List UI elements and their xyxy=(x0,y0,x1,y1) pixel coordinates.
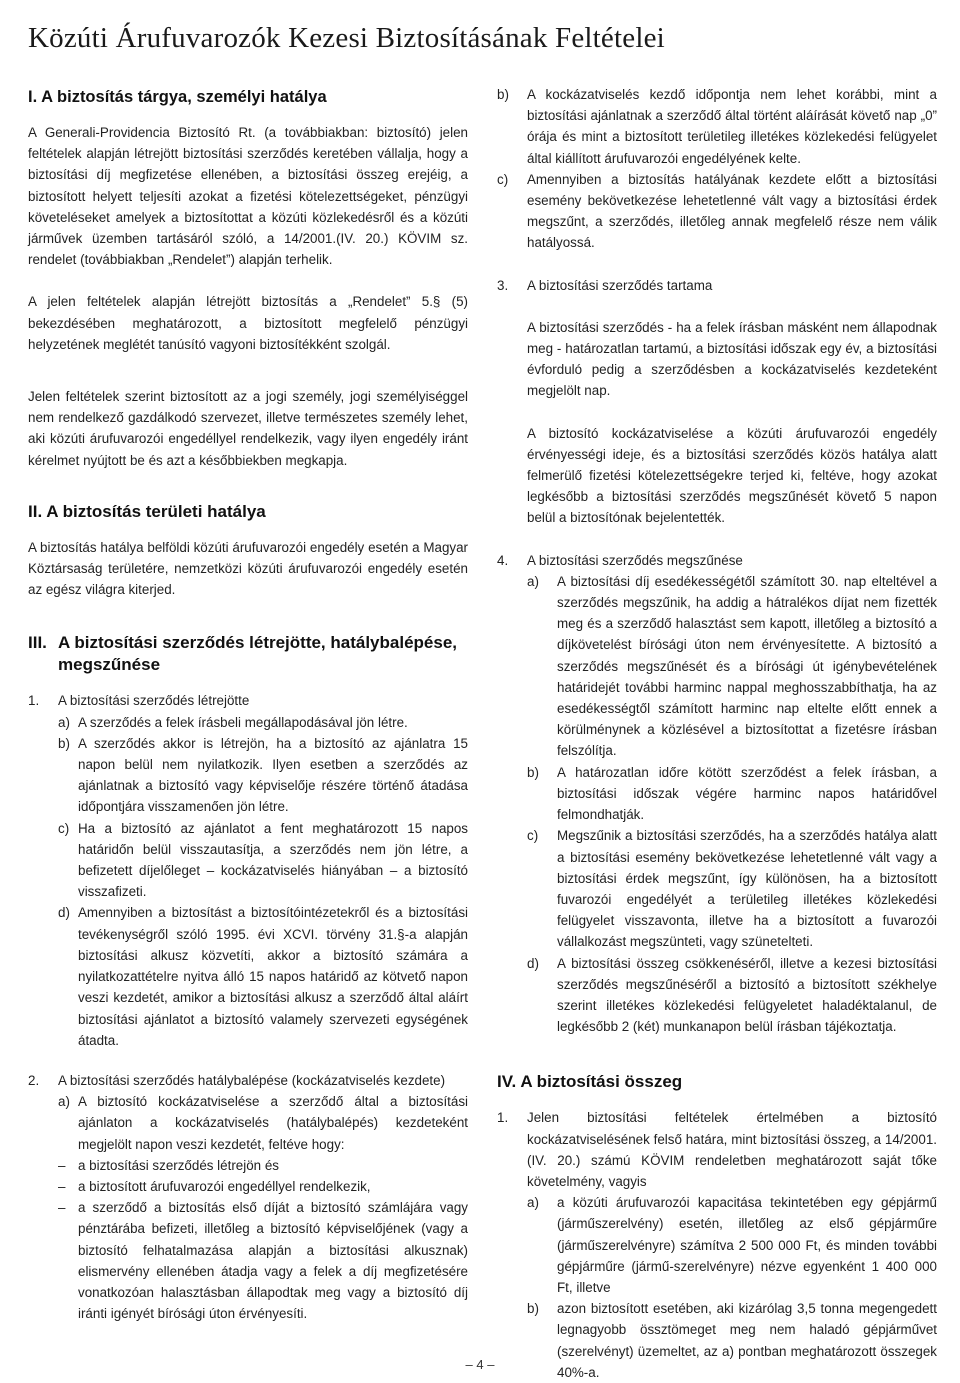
list-item xyxy=(497,169,937,254)
subsection-3-3-heading xyxy=(497,275,937,296)
item-label: a) xyxy=(527,573,539,589)
dash-text: a szerződő a biztosítás első díját a biztosító számlájára vagy pénztárába befizeti, illetőleg a biztosító képviselőjének (vagy a biztosító felhatalmazása alapján a biztosítási alkusznak) elismervény ellenében átadja vagy a felek a díj megfizetésére vonatkozóan halasztásban állapodtak meg vagy a biztosító díj iránti igényét bírósági úton érvényesíti. xyxy=(78,1200,468,1322)
section-1-heading: I. A biztosítás tárgya, személyi hatálya xyxy=(28,88,327,106)
list-item xyxy=(58,1091,468,1155)
section-3-title: A biztosítási szerződés létrejötte, hatálybalépése, megszűnése xyxy=(58,633,458,675)
item-label: b) xyxy=(527,1301,539,1317)
section-3-number: III. xyxy=(28,633,47,653)
subsection-3-2-list xyxy=(28,1091,468,1324)
item-text: Ha a biztosító az ajánlatot a fent meghatározott 15 napos határidőn belül visszautasítja, a szerződés nem jön létre, a befizetett díjelőleget – kockázatviselés hiányában – a biztosító visszafizeti. xyxy=(78,820,468,900)
dash-text: a biztosított árufuvarozói engedéllyel rendelkezik, xyxy=(78,1178,371,1194)
list-item xyxy=(58,733,468,818)
section-4-heading: IV. A biztosítási összeg xyxy=(497,1072,683,1092)
section-2-heading: II. A biztosítás területi hatálya xyxy=(28,501,266,521)
subsection-3-4-list xyxy=(497,571,937,1037)
subsection-3-4-heading xyxy=(497,550,937,571)
subsection-3-3-body xyxy=(497,317,937,529)
item-text: A szerződés a felek írásbeli megállapodásával jön létre. xyxy=(78,714,408,730)
subsection-3-1-heading xyxy=(28,690,468,711)
list-item xyxy=(58,712,468,733)
subsection-3-2-heading xyxy=(28,1070,468,1091)
dash-label: – xyxy=(58,1200,66,1216)
subsection-3-3-title: A biztosítási szerződés tartama xyxy=(527,277,713,293)
section-1-paragraph-3: Jelen feltételek szerint biztosított az a jogi személy, jogi személyiséggel nem rendelkező gazdálkodó szervezet, illetve természetes személy lehet, aki közúti árufuvarozói engedéllyel rendelkezik, vagy ilyen engedély iránt kérelmet nyújtott be és azt a későbbiekben megkapja. xyxy=(28,389,468,468)
right-column xyxy=(497,84,937,1383)
page-number: – 4 – xyxy=(465,1357,495,1372)
section-2-paragraph-1: A biztosítás hatálya belföldi közúti árufuvarozói engedély esetén a Magyar Köztársaság területére, nemzetközi közúti árufuvarozói engedély esetén az egész világra kiterjed. xyxy=(28,539,468,598)
list-item xyxy=(527,1192,937,1298)
subsection-3-3-paragraph-1: A biztosítási szerződés - ha a felek írásban másként nem állapodnak meg - határozatlan tartamú, a biztosítási időszak egy év, a biztosítási évforduló pedig a szerződésben a kockázatviselés kezdeteként megjelölt nap. xyxy=(527,319,937,399)
item-text: Amennyiben a biztosítást a biztosítóintézetekről és a biztosítási tevékenységről szóló 1995. évi XCVI. törvény 31.§-a alapján biztosítási alkusz közvetíti, akkor a biztosító számára a nyilatkozattételre nyitva álló 15 napos határidő az kötvető napon veszi kezdetét, amikor a biztosítási alkusz a szerződő által aláírt biztosítási ajánlatot a biztosító valamely szervezeti egységének átadta. xyxy=(78,905,468,1048)
dash-label: – xyxy=(58,1157,66,1173)
dash-item xyxy=(58,1155,468,1176)
list-item xyxy=(527,762,937,826)
subsection-3-1-number: 1. xyxy=(28,693,40,709)
item-label: a) xyxy=(58,714,70,730)
item-text: a közúti árufuvarozói kapacitása tekintetében egy gépjármű (járműszerelvény) esetén, illetőleg az első gépjárműre (járműszerelvényre) számítva 2 500 000 Ft, és minden további gépjárműre (jármű-szerelvényre) nézve egyenként 1 400 000 Ft, illetve xyxy=(557,1195,937,1295)
subsection-4-1 xyxy=(497,1107,937,1192)
item-text: Megszűnik a biztosítási szerződés, ha a szerződés hatálya alatt a biztosítási esemény bekövetkezése lehetetlenné vált vagy a biztosítási érdek megszűnt, így különösen, ha a biztosított fuvarozói engedélyét a területileg illetékes közlekedési felügyelet visszavonta, illetve ha a biztosított a fuvarozói vállalkozást megszünteti, vagy szünetelteti. xyxy=(557,828,937,950)
list-item xyxy=(58,818,468,903)
item-text: A határozatlan időre kötött szerződést a felek írásban, a biztosítási időszak végére harminc napos határidővel felmondhatják. xyxy=(557,764,937,823)
item-label: a) xyxy=(527,1195,539,1211)
item-label: a) xyxy=(58,1094,70,1110)
item-label: c) xyxy=(497,171,509,187)
item-label: c) xyxy=(58,820,70,836)
item-label: d) xyxy=(527,955,539,971)
dash-item xyxy=(58,1176,468,1197)
dash-item xyxy=(58,1197,468,1324)
section-3-heading xyxy=(28,632,468,676)
item-text: A biztosítási összeg csökkenéséről, illetve a kezesi biztosítási szerződés megszűnéséről a biztosító a biztosított székhelye szerint illetékes közlekedési felügyeletet haladéktalanul, de legkésőbb 2 (két) munkanapon belül írásban tájékoztatja. xyxy=(557,955,937,1035)
item-label: b) xyxy=(58,735,70,751)
subsection-3-3-number: 3. xyxy=(497,277,509,293)
dash-list xyxy=(58,1155,468,1325)
list-item xyxy=(527,571,937,762)
subsection-4-1-number: 1. xyxy=(497,1110,509,1126)
subsection-3-3-paragraph-2: A biztosító kockázatviselése a közúti árufuvarozói engedély érvényességi ideje, és a biztosítási szerződés közös hatálya alatt felmerülő fizetési kötelezettségekre terjed ki, feltéve, hogy azokat legkésőbb a biztosítási szerződés megszűnését követő 5 napon belül a biztosítónak bejelentették. xyxy=(527,425,937,526)
item-label: d) xyxy=(58,905,70,921)
item-text: azon biztosított esetében, aki kizárólag 3,5 tonna megengedett legnagyobb össztömeget meg nem haladó gépjárművet (szerelvényt) üzemeltet, az a) pontban meghatározott összegek 40%-a. xyxy=(557,1301,937,1380)
list-item xyxy=(497,84,937,169)
item-text: A biztosítási díj esedékességétől számított 30. nap elteltével a szerződés megszűnik, ha addig a hátralékos díjat nem fizették meg és a szerződő halasztást sem kapott, illetőleg a biztosító a díjkövetelést bírósági úton nem érvényesítette. A biztosító a szerződés megszűnését és a bírósági út igénybevételének határidejét további harminc nappal meghosszabbíthatja, ha az esedékességtől számított harminc nap eltelte előtt ennek a körülménynek a közlésével a biztosítottat a fizetésre írásban felszólítja. xyxy=(557,573,937,759)
left-column xyxy=(28,84,468,1324)
dash-label: – xyxy=(58,1178,66,1194)
subsection-3-4-number: 4. xyxy=(497,552,509,568)
item-text: A szerződés akkor is létrejön, ha a biztosító az ajánlatra 15 napon belül nem nyilatkozik. Ilyen esetben a szerződés az ajánlatnak a biztosító vagy képviselője részére történő átadása időpontjára visszamenően jön létre. xyxy=(78,735,468,815)
list-item xyxy=(527,825,937,952)
section-1-paragraph-1: A Generali-Providencia Biztosító Rt. (a továbbiakban: biztosító) jelen feltételek alapján létrejött biztosítási szerződés keretében vállalja, hogy a biztosítási díj megfizetése ellenében, a biztosítási összeg erejéig, a biztosított helyett teljesíti azokat a fizetési kötelezettségeket, pénzügyi követeléseket amelyek a biztosítottat a közúti közlekedésről és a közúti járművek üzemben tartásáról szóló, a 14/2001.(IV. 20.) KÖVIM sz. rendelet (továbbiakban „Rendelet”) alapján terhelik. xyxy=(28,125,468,268)
subsection-3-1-title: A biztosítási szerződés létrejötte xyxy=(58,693,250,709)
section-1-paragraph-2: A jelen feltételek alapján létrejött biztosítás a „Rendelet” 5.§ (5) bekezdésében meghatározott, a biztosított megfelelő pénzügyi helyzetének meglétét tanúsító vagyoni biztosítékként szolgál. xyxy=(28,294,468,352)
subsection-4-1-list xyxy=(497,1192,937,1383)
document-title: Közúti Árufuvarozók Kezesi Biztosításának Feltételei xyxy=(28,22,665,54)
list-item xyxy=(58,902,468,1050)
item-text: A kockázatviselés kezdő időpontja nem lehet korábbi, mint a biztosítási ajánlatnak a szerződő által történt aláírását követő nap „0” órája és mint a biztosított területileg illetékes közlekedési felügyelet által kiállított árufuvarozói engedélyének kelte. xyxy=(527,87,937,166)
dash-text: a biztosítási szerződés létrejön és xyxy=(78,1157,279,1173)
item-label: b) xyxy=(497,87,509,102)
subsection-3-4-title: A biztosítási szerződés megszűnése xyxy=(527,552,743,568)
item-label: b) xyxy=(527,764,539,780)
item-text: A biztosító kockázatviselése a szerződő által a biztosítási ajánlaton a kockázatviselés (hatálybalépés) kezdeteként megjelölt napon veszi kezdetét, feltéve hogy: xyxy=(78,1094,468,1152)
item-text: Amennyiben a biztosítás hatályának kezdete előtt a biztosítási esemény bekövetkezése lehetetlenné vált vagy a biztosítási érdek megszűnt, a szerződés, illetőleg annak megfelelő része nem válik hatályossá. xyxy=(527,171,937,251)
item-label: c) xyxy=(527,828,539,844)
list-item xyxy=(527,953,937,1038)
subsection-3-1-list xyxy=(28,712,468,1051)
subsection-4-1-text: Jelen biztosítási feltételek értelmében a biztosító kockázatviselésének felső határa, mint biztosítási összeg, a 14/2001. (IV. 20.) számú KÖVIM rendeletben meghatározott saját tőke követelmény, vagyis xyxy=(527,1110,937,1189)
subsection-3-2-title: A biztosítási szerződés hatálybalépése (kockázatviselés kezdete) xyxy=(58,1072,446,1088)
subsection-3-2-number: 2. xyxy=(28,1072,40,1088)
